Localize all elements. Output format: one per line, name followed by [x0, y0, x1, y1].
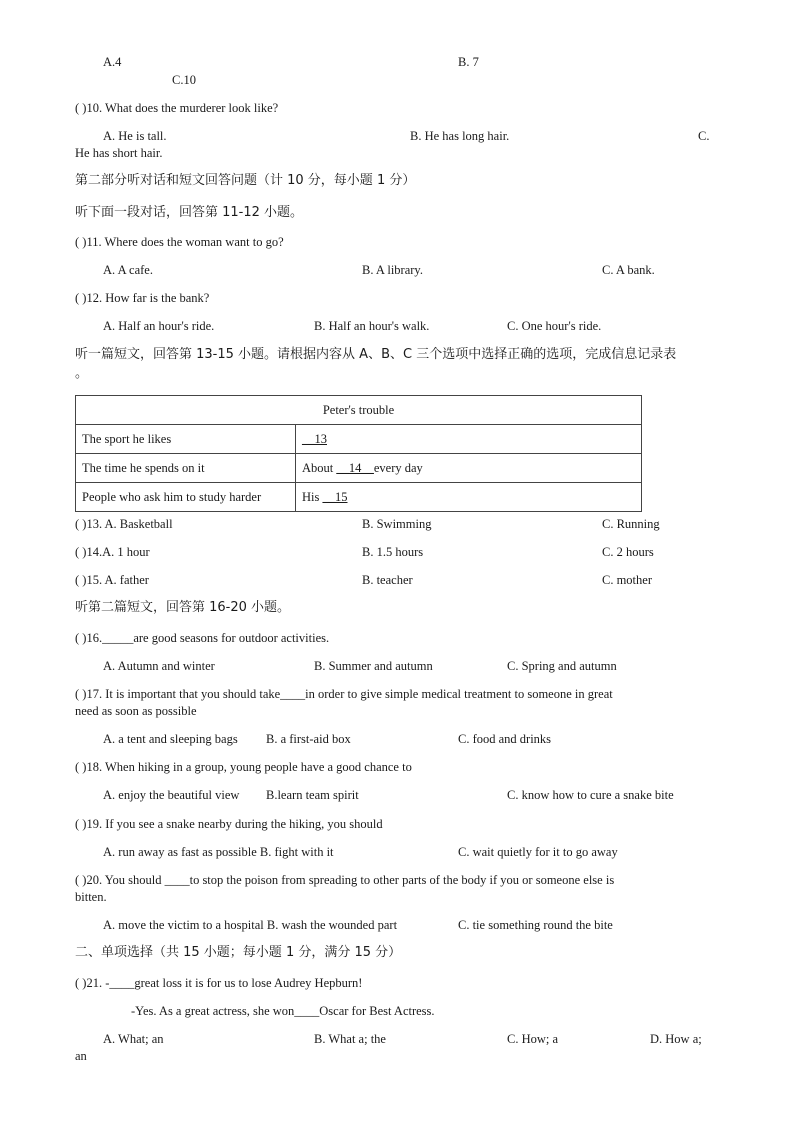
- q17-stem-cont: need as soon as possible: [75, 704, 197, 718]
- q17-option-c: C. food and drinks: [458, 732, 552, 746]
- q13-stem: ( )13. A. Basketball: [75, 517, 173, 531]
- q13-option-c: C. Running: [602, 517, 660, 531]
- passage2-intro: 听第二篇短文，回答第 16-20 小题。: [75, 600, 291, 615]
- q20-stem: ( )20. You should ____to stop the poison from spreading to other parts of the body if you or someone else is: [75, 873, 615, 887]
- q17-option-b: B. a first-aid box: [266, 732, 351, 746]
- answer-blank-13: __13: [302, 431, 327, 446]
- q17-stem: ( )17. It is important that you should take____in order to give simple medical treatment to someone in great: [75, 687, 613, 701]
- q11-option-c: C. A bank.: [602, 263, 655, 277]
- q18-option-c: C. know how to cure a snake bite: [507, 788, 674, 802]
- q10-stem: ( )10. What does the murderer look like?: [75, 101, 279, 115]
- table-row-label: The time he spends on it: [76, 454, 296, 483]
- q18-option-a: A. enjoy the beautiful view: [103, 788, 240, 802]
- q21-stem-reply: -Yes. As a great actress, she won____Oscar for Best Actress.: [131, 1004, 435, 1018]
- q12-option-b: B. Half an hour's walk.: [314, 319, 430, 333]
- q9-option-a: A.4: [103, 55, 122, 69]
- passage1-intro-end: 。: [75, 366, 89, 381]
- table-row: [76, 483, 642, 512]
- q15-stem: ( )15. A. father: [75, 573, 149, 587]
- q16-option-c: C. Spring and autumn: [507, 659, 617, 673]
- q19-option-c: C. wait quietly for it to go away: [458, 845, 618, 859]
- answer-blank-14: __14__: [336, 460, 374, 475]
- q14-stem: ( )14.A. 1 hour: [75, 545, 150, 559]
- q9-option-b: B. 7: [458, 55, 479, 69]
- table-row: [76, 454, 642, 483]
- q10-option-a: A. He is tall.: [103, 129, 167, 143]
- q19-option-ab: A. run away as fast as possible B. fight with it: [103, 845, 334, 859]
- single-choice-title: 二、单项选择（共 15 小题；每小题 1 分，满分 15 分）: [75, 945, 402, 960]
- passage1-intro: 听一篇短文，回答第 13-15 小题。请根据内容从 A、B、C 三个选项中选择正确的选项，完成信息记录表: [75, 347, 677, 362]
- q18-option-b: B.learn team spirit: [266, 788, 359, 802]
- q10-option-c-text: He has short hair.: [75, 146, 163, 160]
- q16-stem: ( )16._____are good seasons for outdoor activities.: [75, 631, 330, 645]
- q20-option-ab: A. move the victim to a hospital B. wash the wounded part: [103, 918, 398, 932]
- q21-option-b: B. What a; the: [314, 1032, 386, 1046]
- q11-option-b: B. A library.: [362, 263, 423, 277]
- q19-stem: ( )19. If you see a snake nearby during the hiking, you should: [75, 817, 383, 831]
- q12-stem: ( )12. How far is the bank?: [75, 291, 210, 305]
- q15-option-b: B. teacher: [362, 573, 413, 587]
- q11-stem: ( )11. Where does the woman want to go?: [75, 235, 284, 249]
- q20-stem-cont: bitten.: [75, 890, 107, 904]
- table-row-answer: About __14__every day: [296, 454, 642, 483]
- q9-option-c: C.10: [172, 73, 196, 87]
- answer-blank-15: __15: [322, 489, 348, 504]
- q21-option-a: A. What; an: [103, 1032, 164, 1046]
- table-row-answer: [296, 425, 642, 454]
- q21-option-d-text: an: [75, 1049, 87, 1063]
- table-row-label: The sport he likes: [76, 425, 296, 454]
- q20-option-c: C. tie something round the bite: [458, 918, 613, 932]
- q11-option-a: A. A cafe.: [103, 263, 153, 277]
- q15-option-c: C. mother: [602, 573, 652, 587]
- q21-stem: ( )21. -____great loss it is for us to lose Audrey Hepburn!: [75, 976, 363, 990]
- table-row-label: People who ask him to study harder: [76, 483, 296, 512]
- q16-option-a: A. Autumn and winter: [103, 659, 215, 673]
- q12-option-a: A. Half an hour's ride.: [103, 319, 215, 333]
- q17-option-a: A. a tent and sleeping bags: [103, 732, 238, 746]
- q18-stem: ( )18. When hiking in a group, young people have a good chance to: [75, 760, 412, 774]
- table-title: Peter's trouble: [76, 396, 642, 425]
- q12-option-c: C. One hour's ride.: [507, 319, 602, 333]
- q14-option-c: C. 2 hours: [602, 545, 654, 559]
- info-record-table: [75, 395, 642, 512]
- q10-option-c-label: C.: [698, 129, 710, 143]
- table-row-answer: His __15: [296, 483, 642, 512]
- dialog-intro: 听下面一段对话，回答第 11-12 小题。: [75, 205, 304, 220]
- q13-option-b: B. Swimming: [362, 517, 432, 531]
- q10-option-b: B. He has long hair.: [410, 129, 510, 143]
- q21-option-c: C. How; a: [507, 1032, 559, 1046]
- q14-option-b: B. 1.5 hours: [362, 545, 424, 559]
- table-row: [76, 425, 642, 454]
- q21-option-d-label: D. How a;: [650, 1032, 702, 1046]
- part2-title: 第二部分听对话和短文回答问题（计 10 分，每小题 1 分）: [75, 173, 416, 188]
- q16-option-b: B. Summer and autumn: [314, 659, 433, 673]
